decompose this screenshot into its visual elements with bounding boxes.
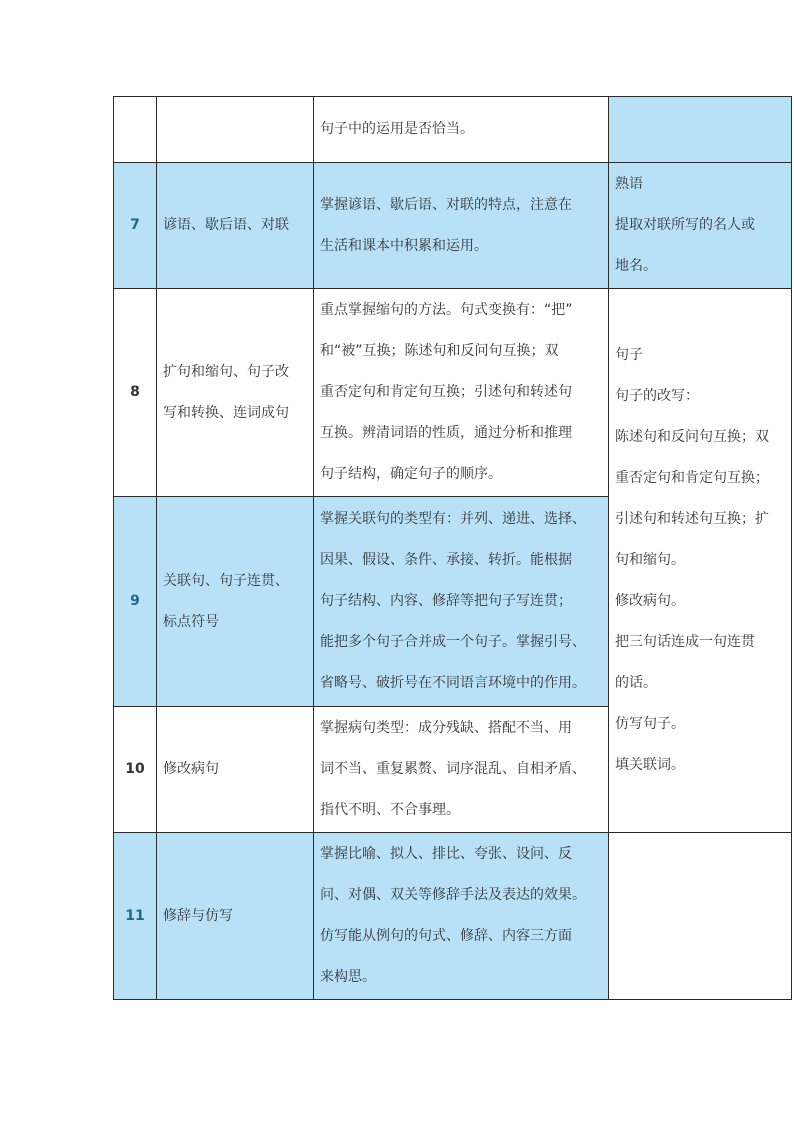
note-line: 填关联词。 — [615, 757, 685, 773]
syllabus-table — [113, 96, 792, 1000]
note-lines — [615, 335, 785, 786]
topic-cell — [157, 497, 314, 707]
note-line: 修改病句。 — [615, 593, 685, 609]
note-line: 的话。 — [615, 675, 657, 691]
note-cell — [609, 163, 792, 289]
note-line: 熟语 — [615, 176, 643, 192]
row-number-cell: 9 — [114, 497, 157, 707]
topic-text: 关联句、句子连贯、 标点符号 — [163, 572, 289, 630]
requirement-cell — [314, 289, 609, 497]
topic-cell — [157, 97, 314, 163]
note-line: 句和缩句。 — [615, 552, 685, 568]
note-cell — [609, 833, 792, 1000]
note-line: 仿写句子。 — [615, 716, 685, 732]
note-line: 把三句话连成一句连贯 — [615, 634, 755, 650]
note-line: 引述句和转述句互换；扩 — [615, 511, 769, 527]
topic-cell — [157, 163, 314, 289]
topic-text: 扩句和缩句、句子改 写和转换、连词成句 — [163, 363, 289, 421]
row-number-cell: 11 — [114, 833, 157, 1000]
row-number-cell: 7 — [114, 163, 157, 289]
requirement-cell — [314, 833, 609, 1000]
note-lines — [615, 164, 785, 287]
row-number-cell: 8 — [114, 289, 157, 497]
requirement-cell — [314, 497, 609, 707]
topic-text: 修改病句 — [163, 761, 219, 777]
row-number-cell: 10 — [114, 707, 157, 833]
note-line: 重否定句和肯定句互换； — [615, 470, 769, 486]
requirement-text: 掌握病句类型：成分残缺、搭配不当、用 词不当、重复累赘、词序混乱、自相矛盾、 指代不明、不合事理。 — [320, 720, 586, 818]
row-number-cell — [114, 97, 157, 163]
table-row — [114, 289, 792, 497]
topic-text: 修辞与仿写 — [163, 907, 233, 924]
note-cell — [609, 289, 792, 833]
topic-cell — [157, 289, 314, 497]
note-line: 陈述句和反问句互换；双 — [615, 429, 769, 445]
table-row — [114, 833, 792, 1000]
note-cell — [609, 97, 792, 163]
requirement-text: 句子中的运用是否恰当。 — [320, 121, 474, 137]
note-line: 地名。 — [615, 258, 657, 274]
requirement-cell — [314, 163, 609, 289]
topic-cell — [157, 707, 314, 833]
note-line: 句子 — [615, 347, 643, 363]
requirement-text: 掌握谚语、歇后语、对联的特点，注意在 生活和课本中积累和运用。 — [320, 196, 572, 254]
requirement-cell — [314, 707, 609, 833]
requirement-text: 重点掌握缩句的方法。句式变换有：“把” 和“被”互换；陈述句和反问句互换；双 重否定句和肯定句互换；引述句和转述句 互换。辨清词语的性质，通过分析和推理 句子结构，确定句子的顺序。 — [320, 302, 573, 482]
note-line: 句子的改写： — [615, 388, 699, 404]
topic-cell — [157, 833, 314, 1000]
table-row — [114, 97, 792, 163]
topic-text: 谚语、歇后语、对联 — [163, 217, 289, 233]
requirement-text: 掌握关联句的类型有：并列、递进、选择、 因果、假设、条件、承接、转折。能根据 句子结构、内容、修辞等把句子写连贯； 能把多个句子合并成一个句子。掌握引号、 省略号、破折号在不同语言环境中的作用。 — [320, 511, 586, 691]
requirement-text: 掌握比喻、拟人、排比、夸张、设问、反 问、对偶、双关等修辞手法及表达的效果。 仿写能从例句的句式、修辞、内容三方面 来构思。 — [320, 846, 586, 985]
requirement-cell — [314, 97, 609, 163]
note-line: 提取对联所写的名人或 — [615, 217, 755, 233]
table-row — [114, 163, 792, 289]
